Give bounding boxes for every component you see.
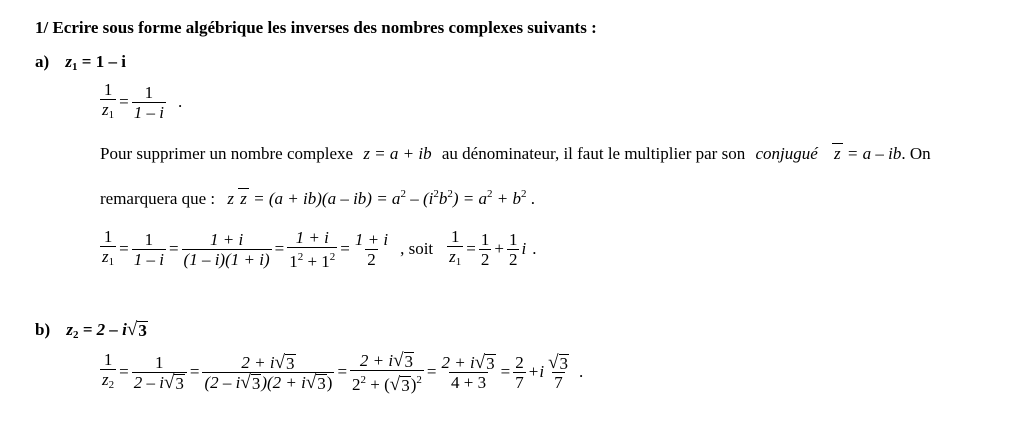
part-b-title: b) $z_2 = 2 - i$ √ 3 bbox=[35, 319, 147, 341]
paragraph-line-1: Pour supprimer un nombre complexe z = a + ib au dénominateur, il faut le multiplier par son conjugué z = a – ib. On bbox=[100, 144, 931, 163]
fraction: 2 + i √ 3 (2 – i √ 3 )(2 + i √ 3 ) bbox=[204, 351, 333, 393]
part-a-label: a) bbox=[35, 52, 50, 71]
part-a-title bbox=[35, 52, 126, 73]
fraction: $\frac{1}{z_1}$ bbox=[100, 227, 116, 272]
fraction: 1 2 – i √ 3 bbox=[132, 353, 187, 392]
fraction: $\frac{1 + i}{2}$ bbox=[354, 229, 389, 269]
fraction: $\frac{1}{z_1}$ bbox=[447, 227, 463, 272]
equation-a1: $\frac{1}{z_1}$ = $\frac{1}{1 - i}$ . bbox=[98, 80, 182, 124]
fraction: $\frac{2}{7}$ bbox=[515, 352, 524, 392]
fraction: $\frac{1}{z_1}$ bbox=[100, 80, 116, 125]
z1-symbol: z bbox=[65, 52, 73, 71]
fraction: $\frac{1}{1 - i}$ bbox=[133, 82, 164, 122]
paragraph-line-2: remarquera que : z $z = (a + ib)(a - ib) = a^2 - (i^2b^2) = a^2 + b^2$ . bbox=[100, 188, 535, 208]
fraction: $\frac{1}{2}$ bbox=[480, 229, 490, 269]
fraction: $\frac{1}{1 - i}$ bbox=[133, 229, 164, 269]
fraction: $\frac{1}{z_2}$ bbox=[100, 350, 116, 395]
fraction: $\frac{1 + i}{1^2 + 1^2}$ bbox=[289, 227, 336, 271]
fraction: $\frac{1 + i}{(1 - i)(1 + i)}$ bbox=[183, 229, 270, 269]
sqrt-symbol: √ 3 bbox=[126, 319, 147, 340]
fraction: 2 + i √ 3 $2^2$ + ( √ 3 )$^2$ bbox=[352, 349, 422, 395]
z1-definition: = 1 – i bbox=[77, 52, 126, 71]
fraction: 2 + i √ 3 4 + 3 bbox=[441, 351, 495, 392]
exercise-heading: 1/ Ecrire sous forme algébrique les inverses des nombres complexes suivants : bbox=[35, 18, 597, 37]
equation-a2: $\frac{1}{z_1}$ = $\frac{1}{1 - i}$ = $\frac{1 + i}{(1 - i)(1 + i)}$ = $\frac{1 + i}{1^2 + 1^2}$ = $\frac{1 + i}{2}$ , soit $\frac{1}{z_1}$ = $\frac{1}{2}$ + $\frac{1}{2}$ i . bbox=[102, 226, 537, 271]
z1-sub: 1 bbox=[72, 61, 78, 73]
equation-b1: $\frac{1}{z_2}$ = 1 2 – i √ 3 = 2 + i √ 3 (2 – i √ 3 )(2 + i √ 3 ) = 2 + i √ 3 $2^2$ + ( √ 3 )$^2$ = 2 + i √ 3 4 + 3 = $\frac{2}{7}$ + i √ 3 7 . bbox=[102, 349, 584, 395]
part-b-label: b) bbox=[35, 320, 51, 339]
fraction: √ 3 7 bbox=[548, 351, 568, 392]
fraction: $\frac{1}{2}$ bbox=[508, 229, 518, 269]
